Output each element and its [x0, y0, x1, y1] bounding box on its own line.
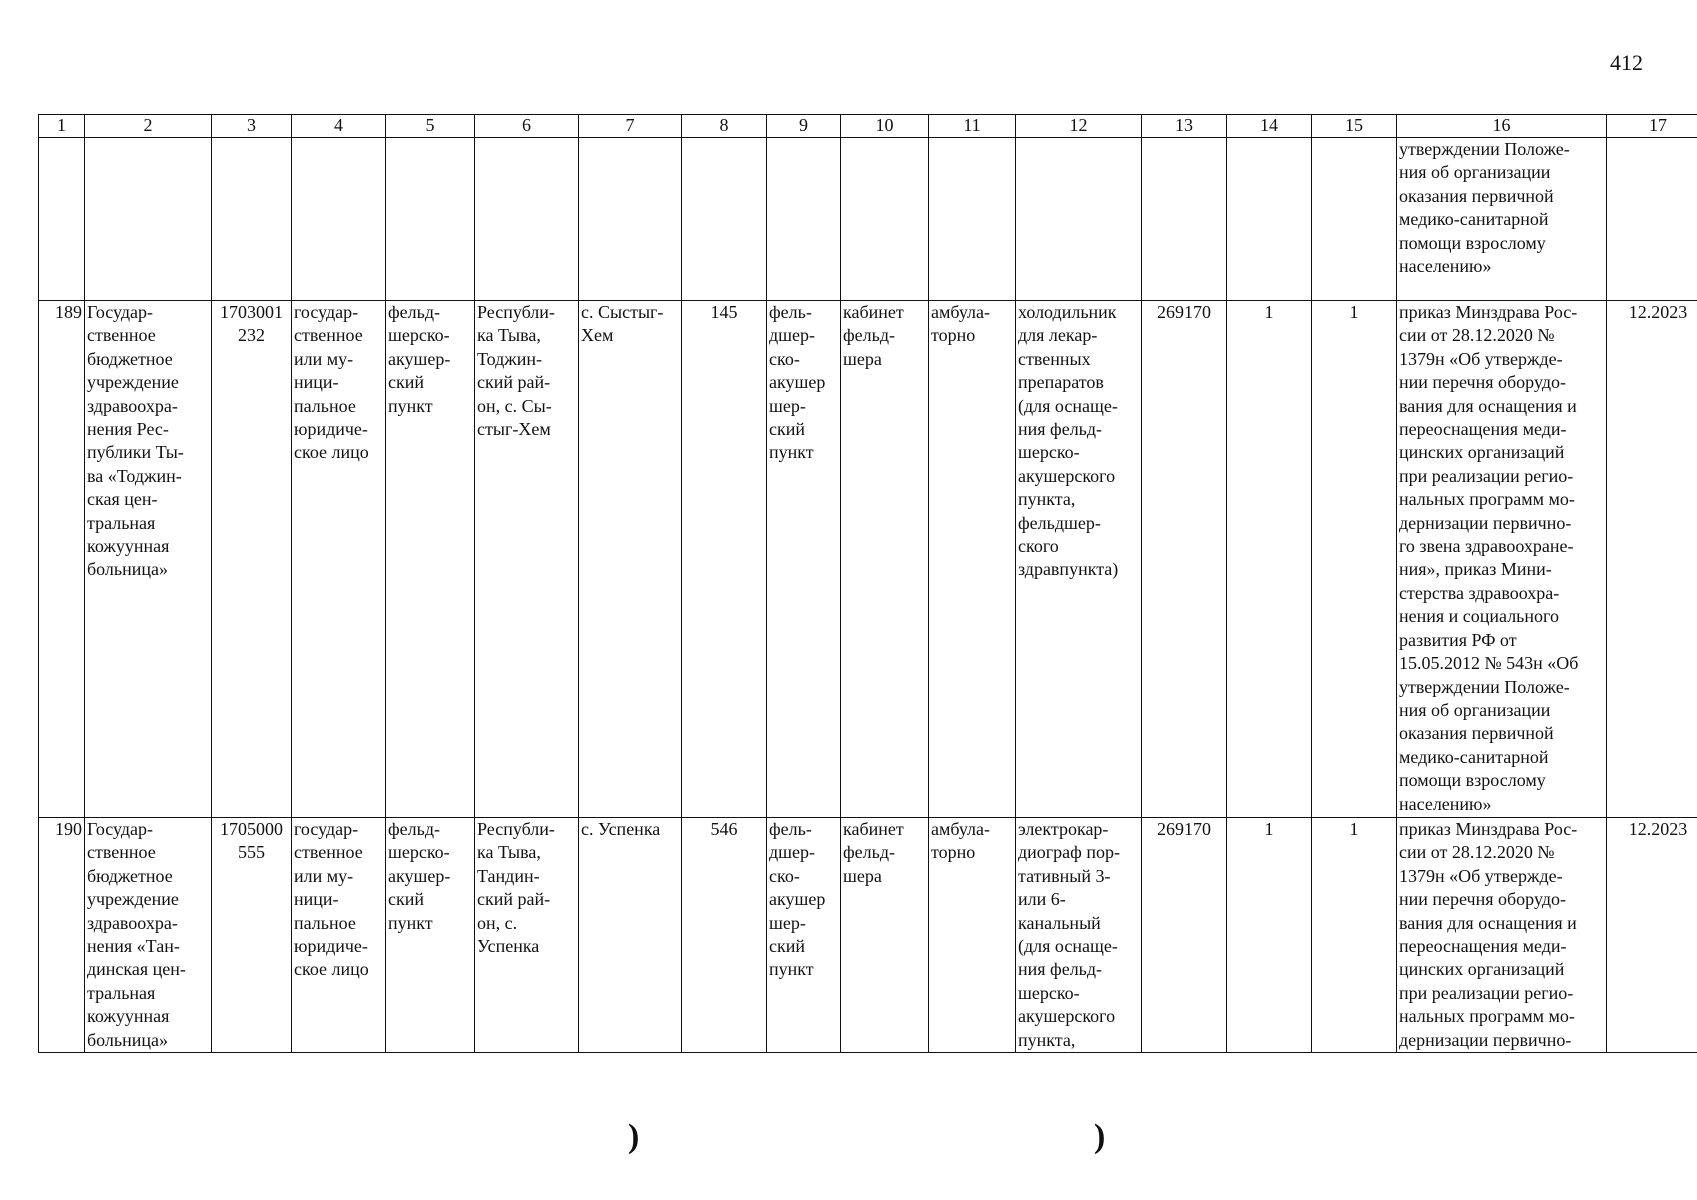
column-number: 7 [579, 115, 682, 138]
unit-type: фель- дшер- ско- акушер шер- ский пункт [767, 301, 841, 818]
column-number: 13 [1142, 115, 1227, 138]
quantity-planned: 1 [1312, 301, 1397, 818]
facility-address: Республи- ка Тыва, Тандин- ский рай- он, с. Успенка [475, 818, 579, 1053]
empty-cell [929, 138, 1016, 301]
empty-cell [212, 138, 292, 301]
empty-cell [39, 138, 85, 301]
column-number: 5 [386, 115, 475, 138]
organization-name: Государ- ственное бюджетное учреждение здравоохра- нения Рес- публики Ты- ва «Тоджин- ская цен- тральная кожуунная больница» [85, 301, 212, 818]
column-number: 4 [292, 115, 386, 138]
column-number: 11 [929, 115, 1016, 138]
empty-cell [292, 138, 386, 301]
column-number: 1 [39, 115, 85, 138]
column-number: 14 [1227, 115, 1312, 138]
column-number-row [39, 115, 1697, 138]
care-conditions: амбула- торно [929, 301, 1016, 818]
empty-cell [841, 138, 929, 301]
settlement: с. Успенка [579, 818, 682, 1053]
deadline: 12.2023 [1607, 818, 1697, 1053]
table-row [39, 301, 1697, 818]
empty-cell [1142, 138, 1227, 301]
legal-form: государ- ственное или му- ници- пальное юридиче- ское лицо [292, 818, 386, 1053]
empty-cell [1227, 138, 1312, 301]
column-number: 6 [475, 115, 579, 138]
column-number: 2 [85, 115, 212, 138]
legal-basis-cell: приказ Минздрава Рос- сии от 28.12.2020 № 1379н «Об утвержде- нии перечня оборудо- вания для оснащения и переоснащения меди- цинских организаций при реализации регио- нальных программ мо- дернизации первично- го звена здравоохране- ния», приказ Мини- стерства здравоохра- нения и социального развития РФ от 15.05.2012 № 543н «Об утверждении Положе- ния об организации оказания первичной медико-санитарной помощи взрослому населению» [1397, 301, 1607, 818]
population: 145 [682, 301, 767, 818]
column-number: 9 [767, 115, 841, 138]
equipment-name: электрокар- диограф пор- тативный 3- или 6- канальный (для оснаще- ния фельд- шерско- акушерского пункта, [1016, 818, 1142, 1053]
facility-type: фельд- шерско- акушер- ский пункт [386, 301, 475, 818]
empty-cell [1607, 138, 1697, 301]
column-number: 10 [841, 115, 929, 138]
room: кабинет фельд- шера [841, 818, 929, 1053]
column-number: 12 [1016, 115, 1142, 138]
quantity-required: 1 [1227, 818, 1312, 1053]
population: 546 [682, 818, 767, 1053]
empty-cell [767, 138, 841, 301]
equipment-code: 269170 [1142, 818, 1227, 1053]
row-number: 190 [39, 818, 85, 1053]
page-number: 412 [1610, 50, 1643, 75]
empty-cell [475, 138, 579, 301]
empty-cell [85, 138, 212, 301]
column-number: 16 [1397, 115, 1607, 138]
empty-cell [579, 138, 682, 301]
register-table [38, 114, 1697, 1053]
row-number: 189 [39, 301, 85, 818]
care-conditions: амбула- торно [929, 818, 1016, 1053]
quantity-planned: 1 [1312, 818, 1397, 1053]
organization-inn: 1705000 555 [212, 818, 292, 1053]
footer-mark: ) [628, 1118, 640, 1155]
column-number: 3 [212, 115, 292, 138]
legal-basis-cell: приказ Минздрава Рос- сии от 28.12.2020 № 1379н «Об утвержде- нии перечня оборудо- вания для оснащения и переоснащения меди- цинских организаций при реализации регио- нальных программ мо- дернизации первично- [1397, 818, 1607, 1053]
legal-basis-cell: утверждении Положе- ния об организации оказания первичной медико-санитарной помощи взрослому населению» [1397, 138, 1607, 301]
column-number: 8 [682, 115, 767, 138]
column-number: 15 [1312, 115, 1397, 138]
settlement: с. Сыстыг- Хем [579, 301, 682, 818]
organization-name: Государ- ственное бюджетное учреждение здравоохра- нения «Тан- динская цен- тральная кожуунная больница» [85, 818, 212, 1053]
empty-cell [1016, 138, 1142, 301]
empty-cell [386, 138, 475, 301]
legal-form: государ- ственное или му- ници- пальное юридиче- ское лицо [292, 301, 386, 818]
continuation-row [39, 138, 1697, 301]
equipment-code: 269170 [1142, 301, 1227, 818]
column-number: 17 [1607, 115, 1697, 138]
deadline: 12.2023 [1607, 301, 1697, 818]
organization-inn: 1703001 232 [212, 301, 292, 818]
unit-type: фель- дшер- ско- акушер шер- ский пункт [767, 818, 841, 1053]
room: кабинет фельд- шера [841, 301, 929, 818]
empty-cell [682, 138, 767, 301]
facility-type: фельд- шерско- акушер- ский пункт [386, 818, 475, 1053]
facility-address: Республи- ка Тыва, Тоджин- ский рай- он, с. Сы- стыг-Хем [475, 301, 579, 818]
quantity-required: 1 [1227, 301, 1312, 818]
footer-mark: ) [1094, 1118, 1106, 1155]
empty-cell [1312, 138, 1397, 301]
table-row [39, 818, 1697, 1053]
equipment-name: холодильник для лекар- ственных препаратов (для оснаще- ния фельд- шерско- акушерского пункта, фельдшер- ского здравпункта) [1016, 301, 1142, 818]
